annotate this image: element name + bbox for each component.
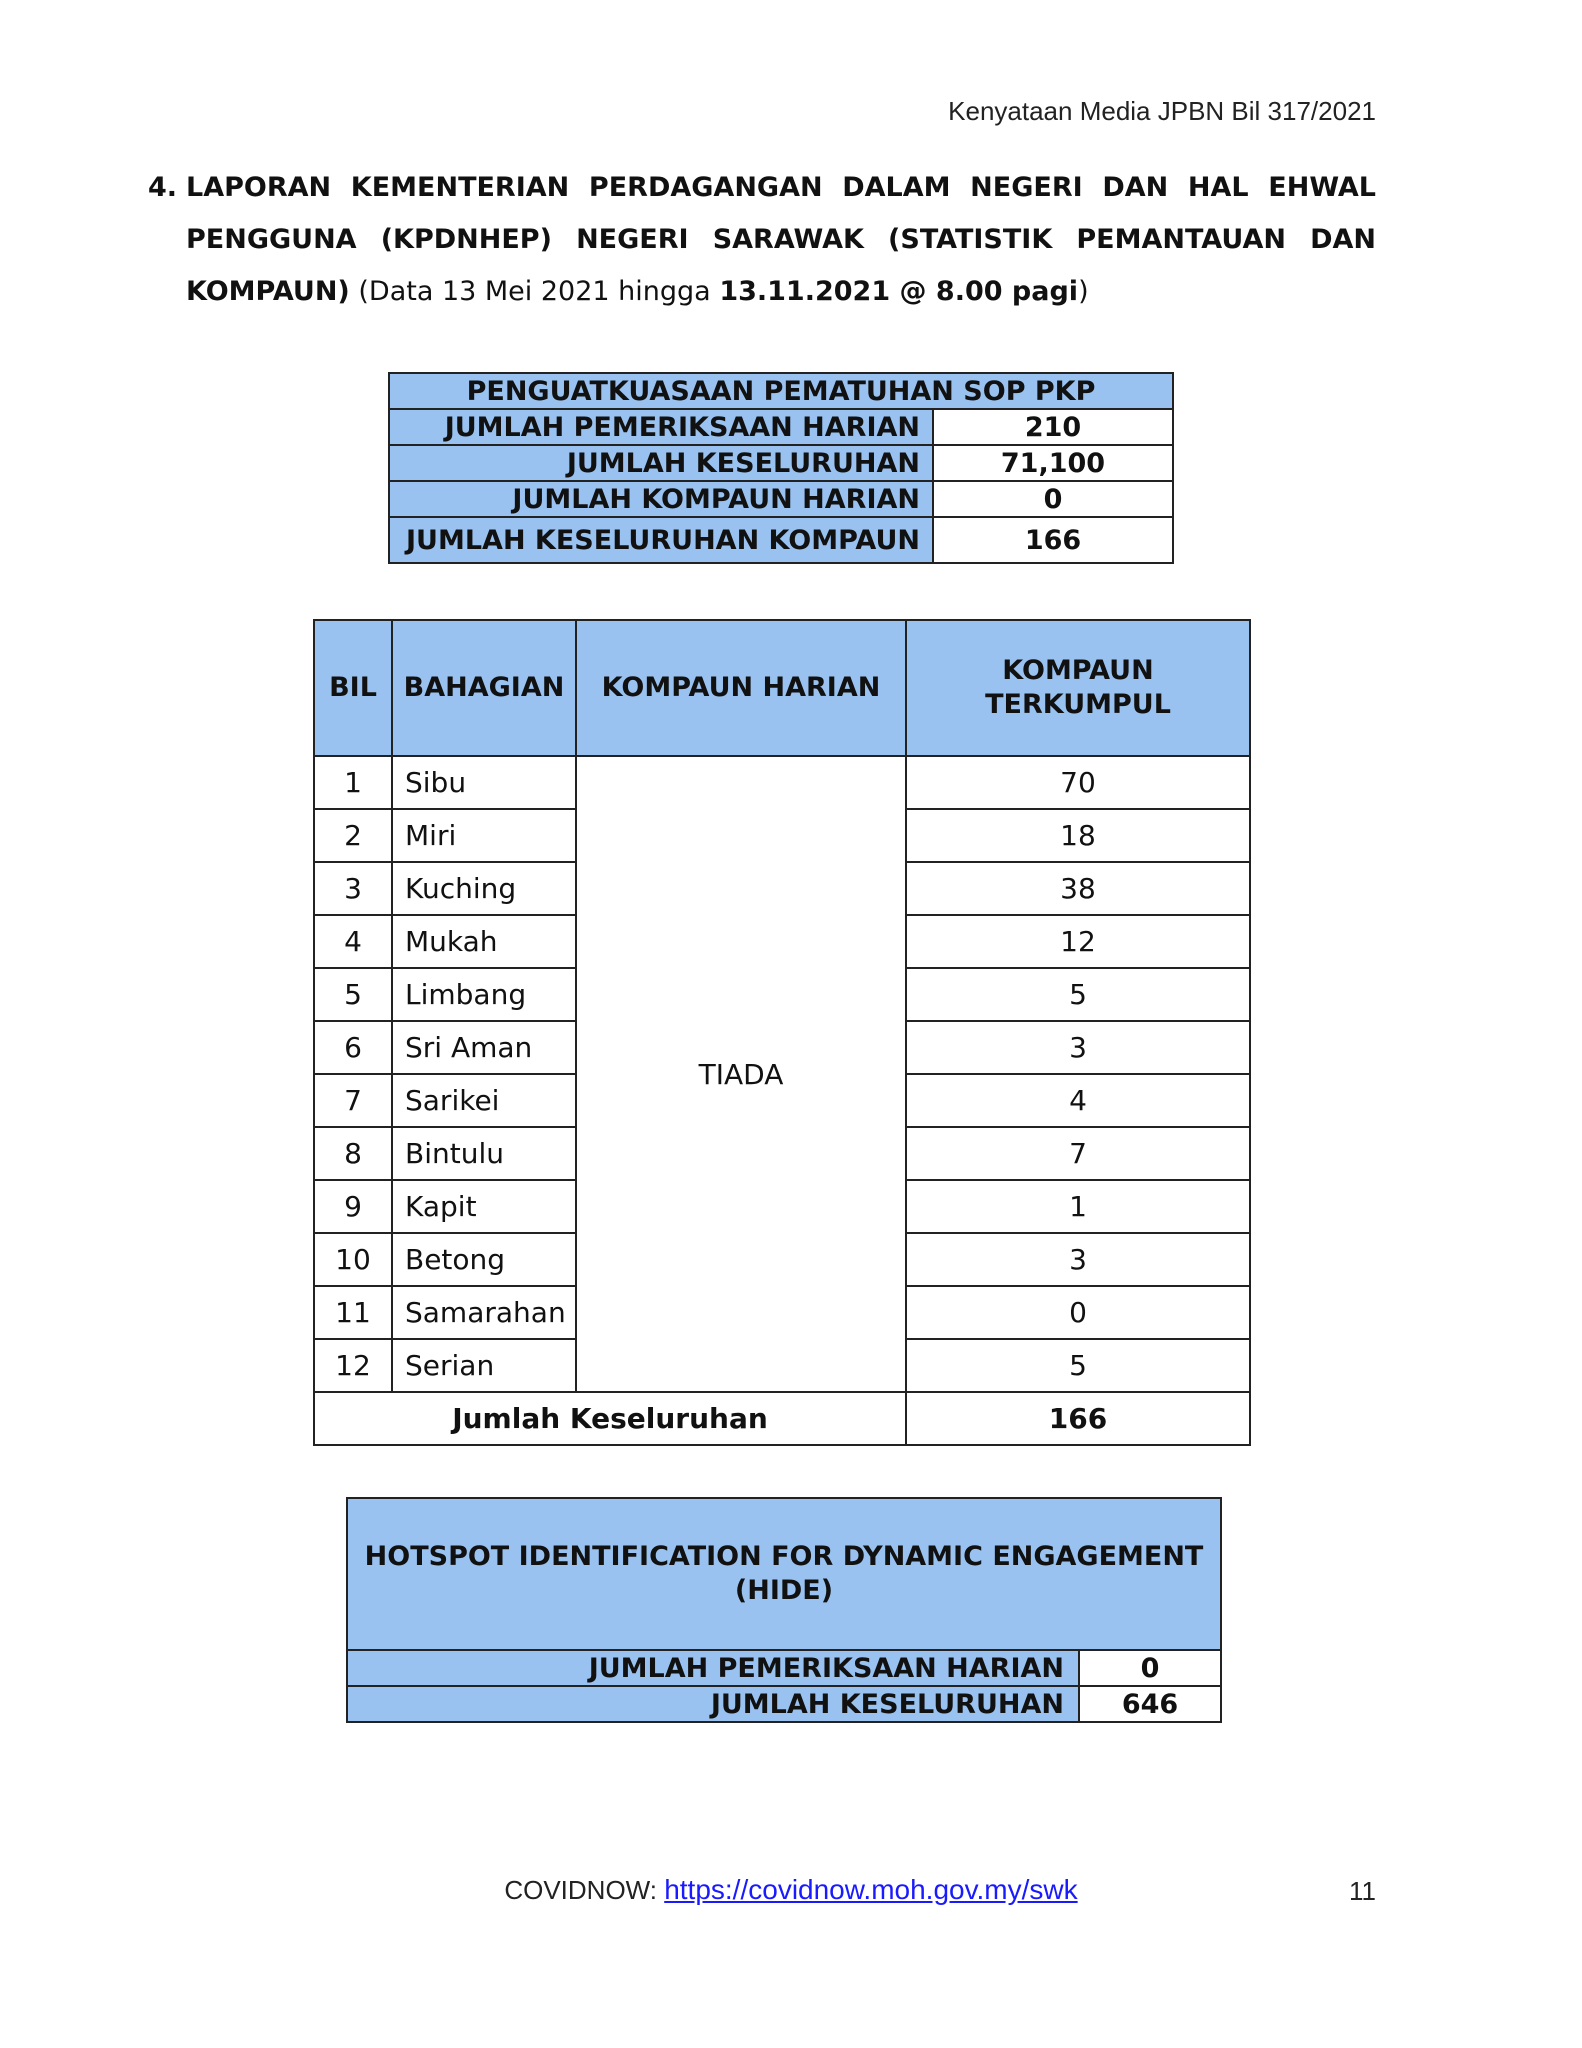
table-row [389, 517, 1173, 563]
footer-label: COVIDNOW: [504, 1875, 665, 1905]
row-terkumpul: 12 [906, 915, 1250, 968]
row-bil: 11 [314, 1286, 392, 1339]
sop-row-label: JUMLAH KESELURUHAN [389, 445, 933, 481]
row-terkumpul: 3 [906, 1233, 1250, 1286]
row-bil: 9 [314, 1180, 392, 1233]
sop-row-value: 210 [933, 409, 1173, 445]
document-reference: Kenyataan Media JPBN Bil 317/2021 [948, 96, 1376, 126]
table-row [347, 1650, 1221, 1686]
row-bil: 7 [314, 1074, 392, 1127]
total-label: Jumlah Keseluruhan [314, 1392, 906, 1445]
row-bahagian: Betong [392, 1233, 576, 1286]
table-header-row [314, 620, 1250, 756]
sop-row-label: JUMLAH KESELURUHAN KOMPAUN [389, 517, 933, 563]
footer [0, 1874, 1582, 1906]
sop-enforcement-table [388, 372, 1174, 564]
row-terkumpul: 3 [906, 1021, 1250, 1074]
row-bahagian: Bintulu [392, 1127, 576, 1180]
row-bil: 12 [314, 1339, 392, 1392]
sop-row-label: JUMLAH PEMERIKSAAN HARIAN [389, 409, 933, 445]
row-bahagian: Mukah [392, 915, 576, 968]
table-row [389, 445, 1173, 481]
row-bil: 8 [314, 1127, 392, 1180]
row-bahagian: Sri Aman [392, 1021, 576, 1074]
row-terkumpul: 1 [906, 1180, 1250, 1233]
row-bahagian: Sarikei [392, 1074, 576, 1127]
row-bil: 5 [314, 968, 392, 1021]
table-row [389, 409, 1173, 445]
table-row [389, 481, 1173, 517]
sop-row-value: 0 [933, 481, 1173, 517]
row-bahagian: Kuching [392, 862, 576, 915]
date-prefix: (Data 13 Mei 2021 hingga [349, 276, 720, 307]
header-bahagian: BAHAGIAN [392, 620, 576, 756]
hide-row-label: JUMLAH KESELURUHAN [347, 1686, 1079, 1722]
row-bil: 6 [314, 1021, 392, 1074]
row-bil: 1 [314, 756, 392, 809]
sop-row-label: JUMLAH KOMPAUN HARIAN [389, 481, 933, 517]
hide-row-value: 0 [1079, 1650, 1221, 1686]
date-bold: 13.11.2021 @ 8.00 pagi [719, 276, 1079, 307]
row-terkumpul: 38 [906, 862, 1250, 915]
row-bil: 3 [314, 862, 392, 915]
row-bahagian: Kapit [392, 1180, 576, 1233]
row-terkumpul: 7 [906, 1127, 1250, 1180]
row-terkumpul: 5 [906, 968, 1250, 1021]
section-title [148, 162, 1376, 318]
date-suffix: ) [1078, 276, 1089, 307]
row-terkumpul: 18 [906, 809, 1250, 862]
row-bahagian: Serian [392, 1339, 576, 1392]
header-kompaun-harian: KOMPAUN HARIAN [576, 620, 906, 756]
hide-row-label: JUMLAH PEMERIKSAAN HARIAN [347, 1650, 1079, 1686]
section-heading [148, 162, 1376, 318]
row-terkumpul: 0 [906, 1286, 1250, 1339]
row-bahagian: Sibu [392, 756, 576, 809]
row-bil: 10 [314, 1233, 392, 1286]
sop-table-title: PENGUATKUASAAN PEMATUHAN SOP PKP [389, 373, 1173, 409]
table-row [347, 1686, 1221, 1722]
table-total-row [314, 1392, 1250, 1445]
row-terkumpul: 5 [906, 1339, 1250, 1392]
hide-table [346, 1497, 1222, 1723]
hide-table-title: HOTSPOT IDENTIFICATION FOR DYNAMIC ENGAGEMENT (HIDE) [347, 1498, 1221, 1650]
total-value: 166 [906, 1392, 1250, 1445]
row-terkumpul: 4 [906, 1074, 1250, 1127]
row-bil: 2 [314, 809, 392, 862]
merged-kompaun-harian: TIADA [576, 756, 906, 1392]
header-kompaun-terkumpul: KOMPAUN TERKUMPUL [906, 620, 1250, 756]
row-bil: 4 [314, 915, 392, 968]
sop-row-value: 166 [933, 517, 1173, 563]
page-number: 11 [1349, 1876, 1376, 1906]
row-bahagian: Miri [392, 809, 576, 862]
section-title-text: LAPORAN KEMENTERIAN PERDAGANGAN DALAM NEGERI DAN HAL EHWAL PENGGUNA (KPDNHEP) NEGERI SARAWAK (STATISTIK PEMANTAUAN DAN KOMPAUN) [186, 172, 1376, 307]
row-bahagian: Samarahan [392, 1286, 576, 1339]
row-bahagian: Limbang [392, 968, 576, 1021]
hide-row-value: 646 [1079, 1686, 1221, 1722]
kompaun-by-division-table [313, 619, 1251, 1446]
section-number: 4. [148, 172, 178, 203]
header-bil: BIL [314, 620, 392, 756]
row-terkumpul: 70 [906, 756, 1250, 809]
sop-row-value: 71,100 [933, 445, 1173, 481]
table-row [314, 756, 1250, 809]
covidnow-link[interactable]: https://covidnow.moh.gov.my/swk [664, 1874, 1078, 1905]
